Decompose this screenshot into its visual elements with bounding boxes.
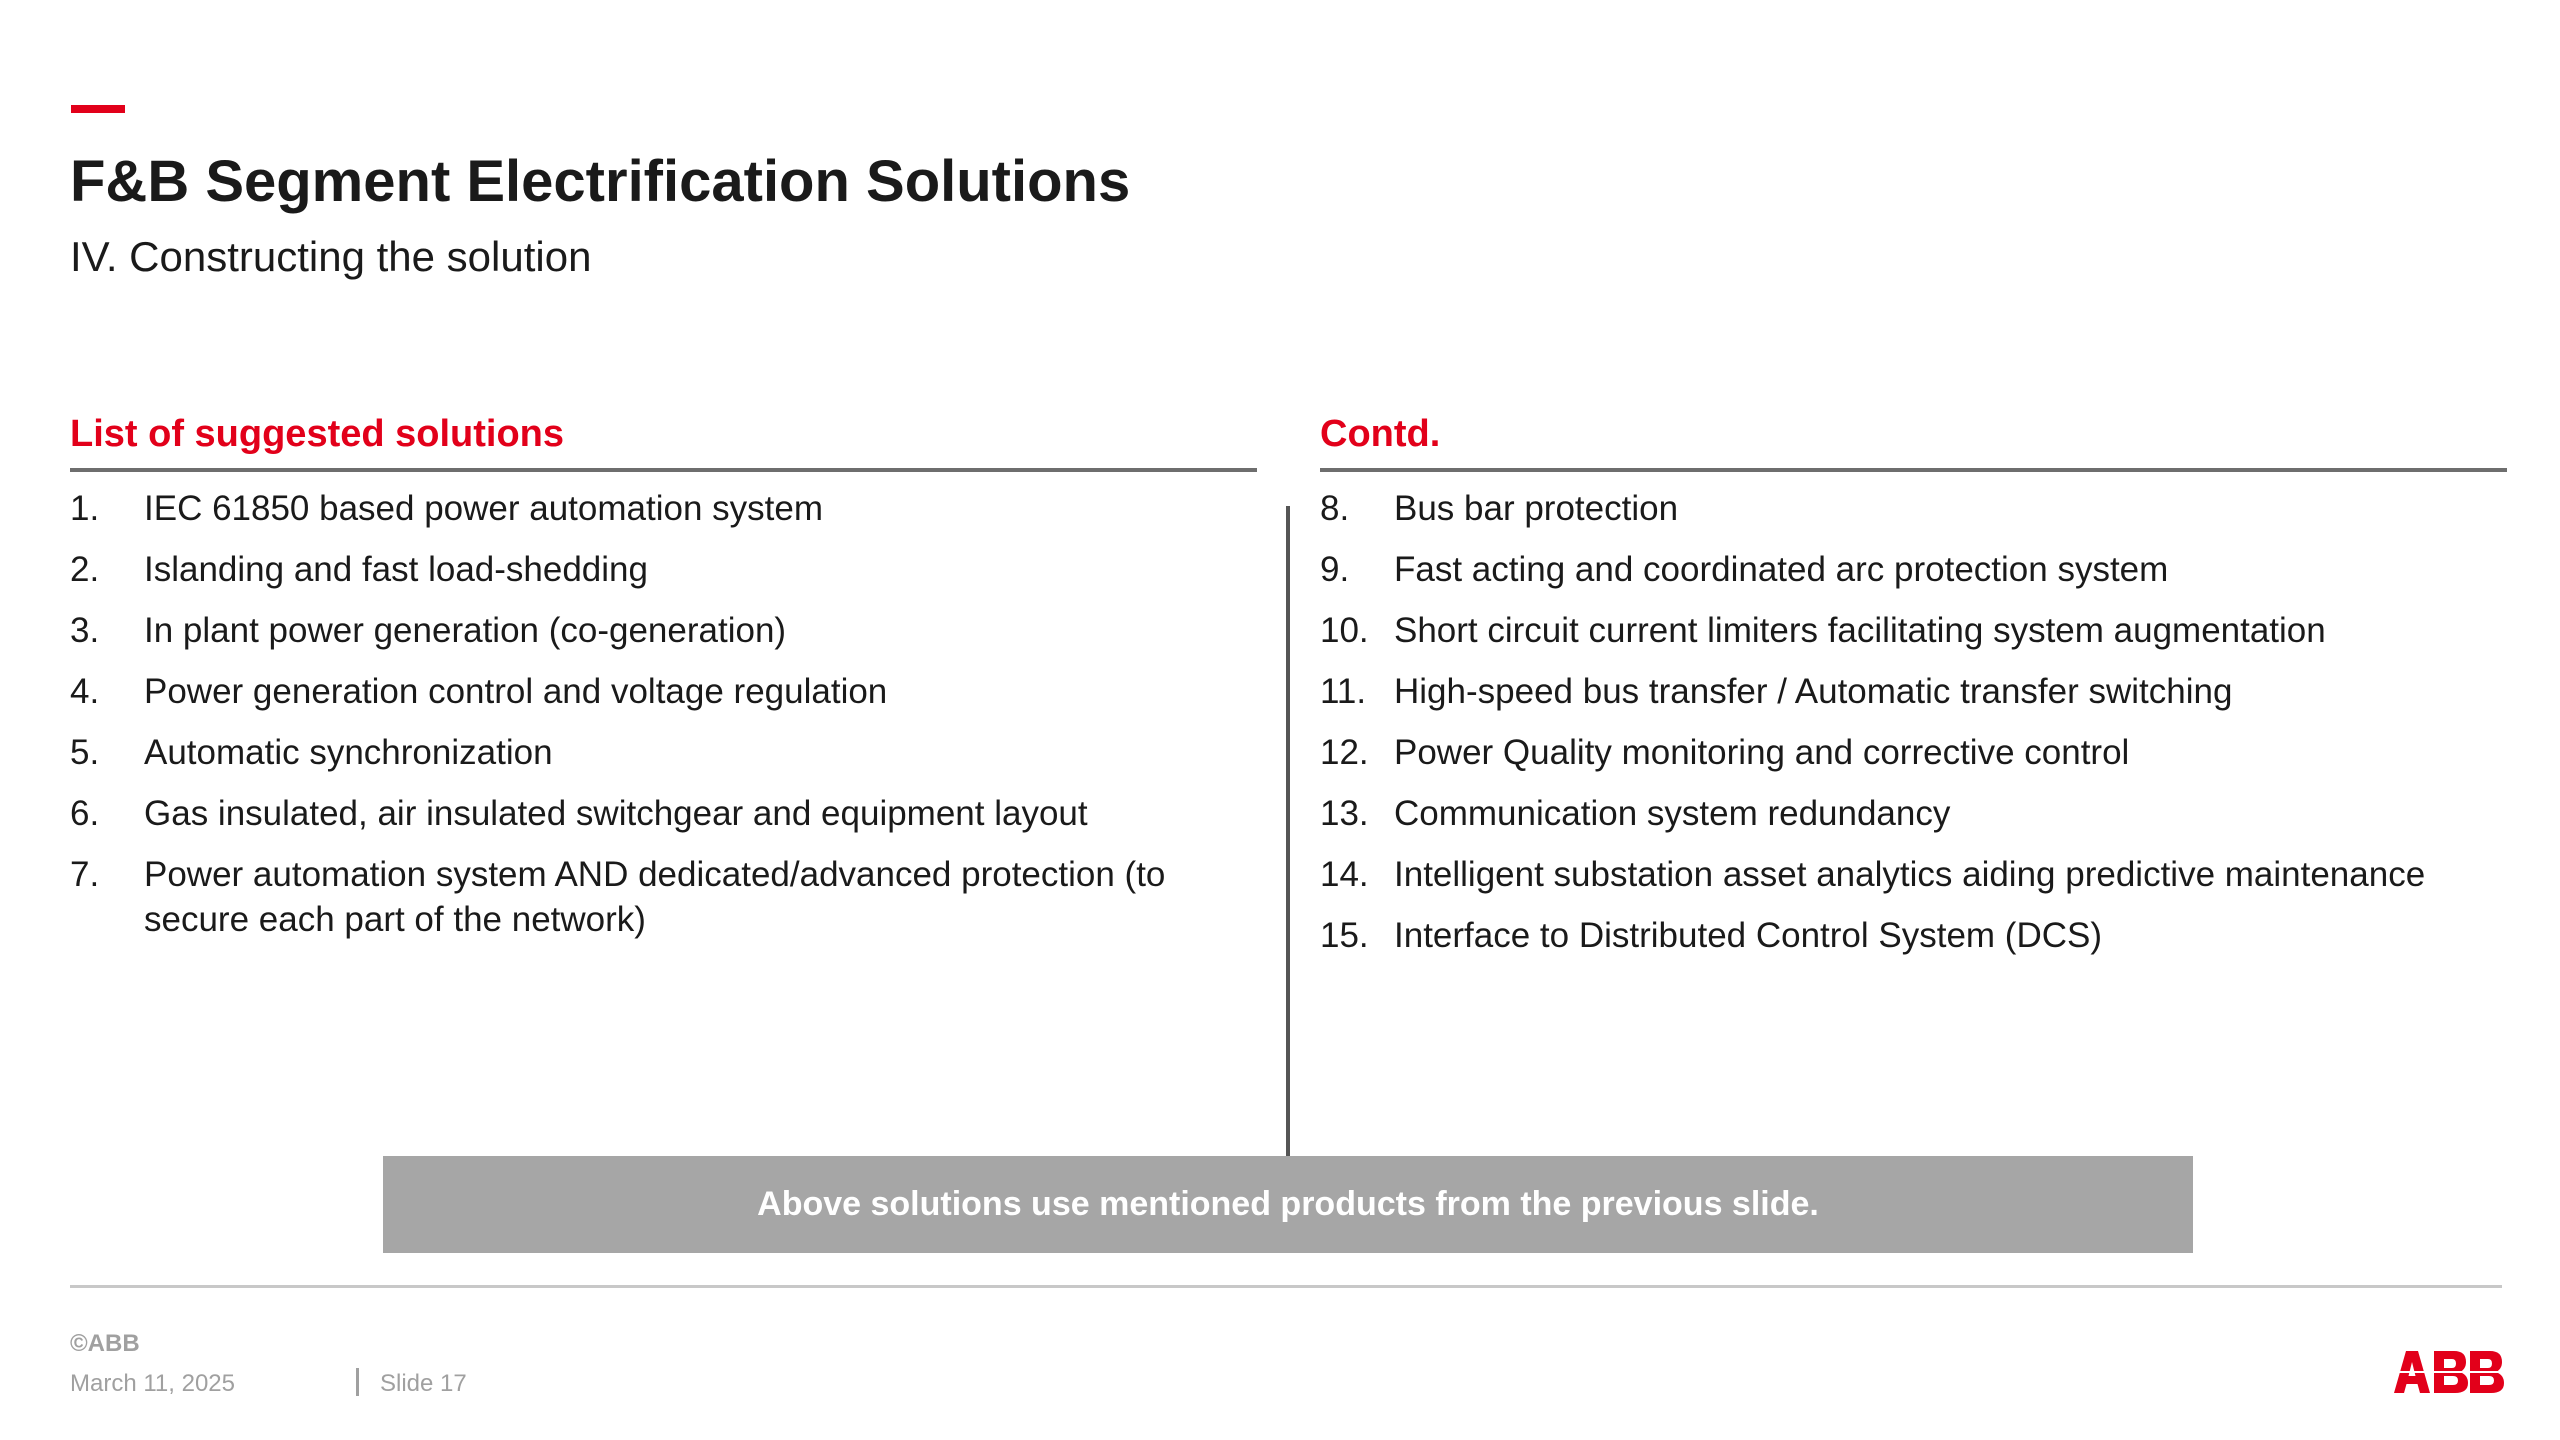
list-item bbox=[1320, 669, 2507, 714]
slide-subtitle: IV. Constructing the solution bbox=[70, 233, 592, 280]
item-number: 3. bbox=[70, 611, 100, 650]
left-heading-rule bbox=[70, 468, 1257, 472]
list-item bbox=[70, 852, 1257, 942]
list-item bbox=[70, 547, 1257, 592]
item-number: 11. bbox=[1320, 672, 1367, 711]
products-note-banner bbox=[383, 1156, 2193, 1253]
list-item bbox=[70, 791, 1257, 836]
item-number: 15. bbox=[1320, 916, 1369, 955]
item-number: 8. bbox=[1320, 489, 1350, 528]
footer-rule bbox=[70, 1285, 2502, 1288]
item-text: Power Quality monitoring and corrective control bbox=[1394, 733, 2130, 772]
list-item bbox=[1320, 791, 2507, 836]
footer-date: March 11, 2025 bbox=[70, 1370, 235, 1397]
banner-text: Above solutions use mentioned products from the previous slide. bbox=[757, 1185, 1819, 1223]
footer-separator bbox=[356, 1368, 359, 1396]
left-solutions-column bbox=[70, 408, 1257, 958]
item-number: 6. bbox=[70, 794, 100, 833]
item-text: Gas insulated, air insulated switchgear and equipment layout bbox=[144, 794, 1088, 833]
item-text: IEC 61850 based power automation system bbox=[144, 489, 823, 528]
list-item bbox=[70, 486, 1257, 531]
item-text: Intelligent substation asset analytics aiding predictive maintenance bbox=[1394, 855, 2426, 894]
item-number: 1. bbox=[70, 489, 100, 528]
list-item bbox=[1320, 547, 2507, 592]
item-text: High-speed bus transfer / Automatic transfer switching bbox=[1394, 672, 2233, 711]
item-number: 4. bbox=[70, 672, 100, 711]
item-text: Interface to Distributed Control System (DCS) bbox=[1394, 916, 2103, 955]
list-item bbox=[70, 730, 1257, 775]
item-number: 12. bbox=[1320, 733, 1369, 772]
list-item bbox=[1320, 730, 2507, 775]
copyright-label: ©ABB bbox=[70, 1330, 140, 1357]
item-text: Automatic synchronization bbox=[144, 733, 553, 772]
list-item bbox=[1320, 608, 2507, 653]
item-text: Islanding and fast load-shedding bbox=[144, 550, 648, 589]
list-item bbox=[1320, 913, 2507, 958]
left-column-heading: List of suggested solutions bbox=[70, 413, 565, 455]
list-item bbox=[70, 669, 1257, 714]
item-text: Power generation control and voltage regulation bbox=[144, 672, 888, 711]
item-number: 9. bbox=[1320, 550, 1350, 589]
item-text: Bus bar protection bbox=[1394, 489, 1679, 528]
item-number: 10. bbox=[1320, 611, 1369, 650]
right-column-heading: Contd. bbox=[1320, 413, 1441, 455]
list-item bbox=[70, 608, 1257, 653]
item-number: 14. bbox=[1320, 855, 1369, 894]
right-solutions-list bbox=[1320, 486, 2507, 958]
right-heading-rule bbox=[1320, 468, 2507, 472]
slide-title: F&B Segment Electrification Solutions bbox=[70, 149, 1131, 214]
item-number: 13. bbox=[1320, 794, 1369, 833]
item-number: 2. bbox=[70, 550, 100, 589]
abb-logo bbox=[2392, 1347, 2504, 1397]
left-solutions-list bbox=[70, 486, 1257, 942]
column-divider bbox=[1286, 506, 1290, 1156]
item-text: Communication system redundancy bbox=[1394, 794, 1951, 833]
item-text: In plant power generation (co-generation) bbox=[144, 611, 787, 650]
item-text: Power automation system AND dedicated/advanced protection (to secure each part of the network) bbox=[144, 855, 1166, 939]
list-item bbox=[1320, 486, 2507, 531]
item-number: 5. bbox=[70, 733, 100, 772]
title-accent-bar bbox=[71, 105, 125, 113]
slide-number: Slide 17 bbox=[380, 1370, 467, 1397]
item-text: Short circuit current limiters facilitating system augmentation bbox=[1394, 611, 2326, 650]
item-number: 7. bbox=[70, 855, 100, 894]
list-item bbox=[1320, 852, 2507, 897]
right-solutions-column bbox=[1320, 408, 2507, 974]
item-text: Fast acting and coordinated arc protection system bbox=[1394, 550, 2169, 589]
